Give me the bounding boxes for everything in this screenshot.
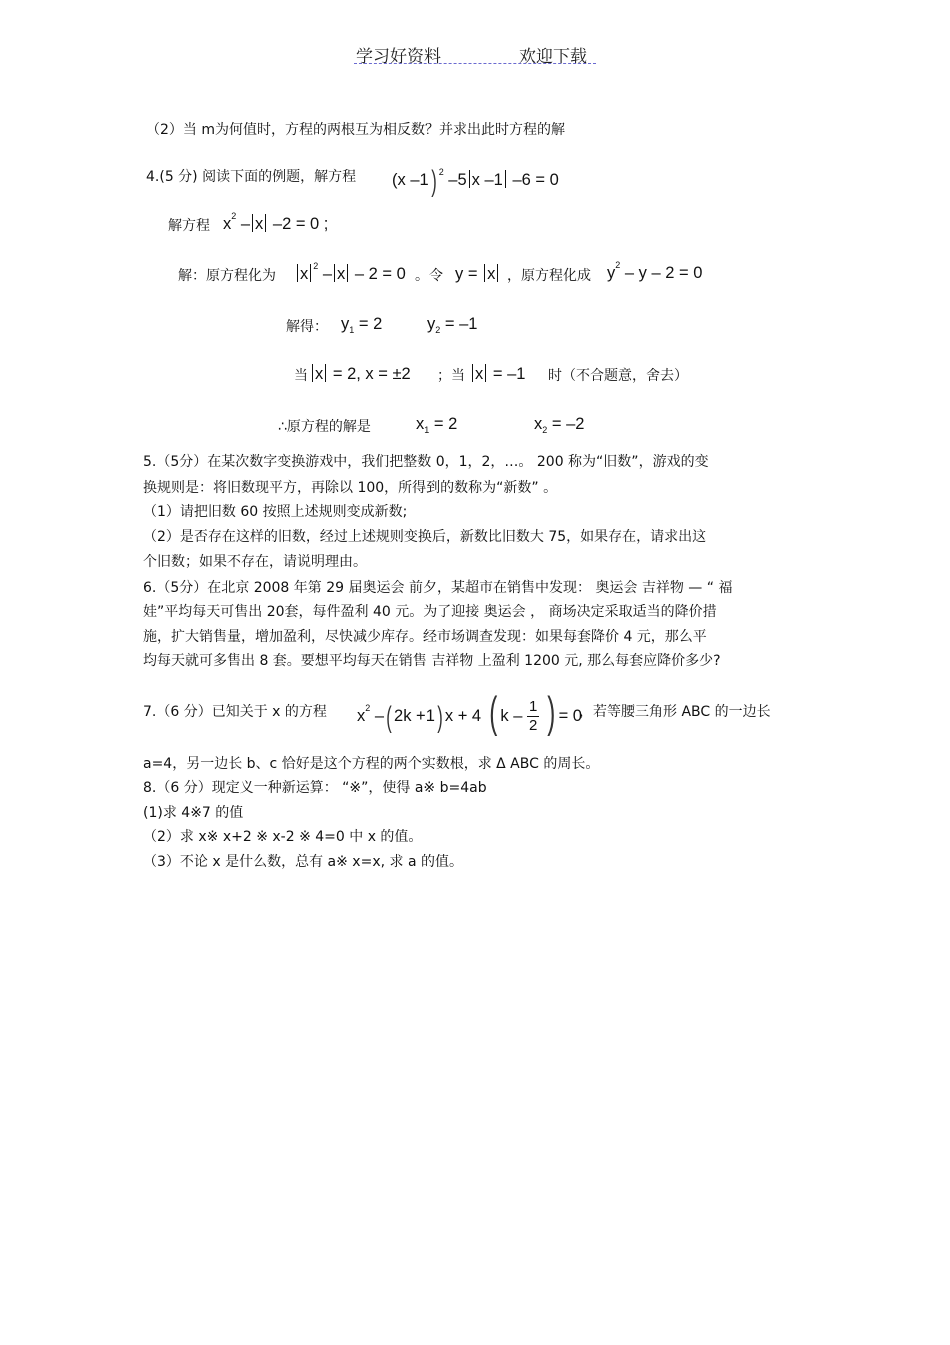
q7-label: 7.（6 分）已知关于 x 的方程 [143,704,327,720]
header-left: 学习好资料 [356,47,441,67]
q5-line-3: （1）请把旧数 60 按照上述规则变成新数; [143,504,408,520]
final-label: ∴原方程的解是 [278,419,371,435]
q5-line-2: 换规则是：将旧数现平方，再除以 100，所得到的数称为“新数” 。 [143,480,558,496]
q6-line-1: 6.（5分）在北京 2008 年第 29 届奥运会 前夕，某超市在销售中发现： 奥运会 吉祥物 — “ 福 [143,580,733,596]
dang-equation-1: x = 2, x = ±2 [310,364,411,384]
header-right: 欢迎下载 [519,47,587,67]
solution-mid: ，原方程化成 [507,268,591,284]
final-x2: $x_2 = -2$ [534,415,585,435]
q4-equation: (x –1) $^2$ –5 x –1 –6 = 0 [392,165,559,198]
q8-line-1: 8.（6 分）现定义一种新运算： “※”，使得 a※ b=4ab [143,780,487,796]
q7-line-2: a=4，另一边长 b、c 恰好是这个方程的两个实数根，求 Δ ABC 的周长。 [143,756,600,772]
dang-label-2: ；当 [437,368,465,384]
solution-equation-3: $y^2 - y - 2 = 0$ [607,260,703,282]
root-y1: $y_1 = 2$ [341,315,383,335]
solution-equation-2: y = x [455,264,500,284]
jiede-label: 解得： [286,319,328,335]
solution-label: 解：原方程化为 [178,268,276,284]
dang-equation-2: x = –1 [470,364,525,384]
q3-part2: （2）当 m为何值时，方程的两根互为相反数？并求出此时方程的解 [146,122,565,138]
solution-ling: 。令 [415,268,443,284]
example-equation: $x^2$ – x –2 = 0 ; [223,211,329,233]
q5-line-1: 5.（5分）在某次数字变换游戏中，我们把整数 0，1，2，…。 200 称为“旧数”，游戏的变 [143,454,709,470]
example-label: 解方程 [168,218,210,234]
q4-label: 4.(5 分) 阅读下面的例题，解方程 [146,169,357,185]
q8-line-4: （3）不论 x 是什么数，总有 a※ x=x, 求 a 的值。 [143,854,463,870]
q6-line-3: 施，扩大销售量，增加盈利，尽快减少库存。经市场调查发现：如果每套降价 4 元，那么平 [143,629,707,645]
q6-line-2: 娃”平均每天可售出 20套，每件盈利 40 元。为了迎接 奥运会 ， 商场决定采取适当的降价措 [143,604,717,620]
dang-label-1: 当 [294,368,308,384]
q7-tail: ，若等腰三角形 ABC 的一边长 [579,704,771,720]
q8-line-2: (1)求 4※7 的值 [143,805,244,821]
q7-equation: $x^2$ –( 2k +1) x + 4 ( k – $\frac{1}{2}$ ) = 0 [357,688,582,737]
q8-line-3: （2）求 x※ x+2 ※ x-2 ※ 4=0 中 x 的值。 [143,829,423,845]
q6-line-4: 均每天就可多售出 8 套。要想平均每天在销售 吉祥物 上盈利 1200 元, 那么每套应降价多少? [143,653,721,669]
solution-equation-1: x $^2$ – x – 2 = 0 [295,264,406,284]
q5-line-4: （2）是否存在这样的旧数，经过上述规则变换后，新数比旧数大 75，如果存在，请求出这 [143,529,707,545]
final-x1: $x_1 = 2$ [416,415,458,435]
dang-note: 时（不合题意，舍去） [548,368,688,384]
q5-line-5: 个旧数；如果不存在，请说明理由。 [143,554,367,570]
header-dashed-rule [354,63,596,64]
root-y2: $y_2 = -1$ [427,315,478,335]
